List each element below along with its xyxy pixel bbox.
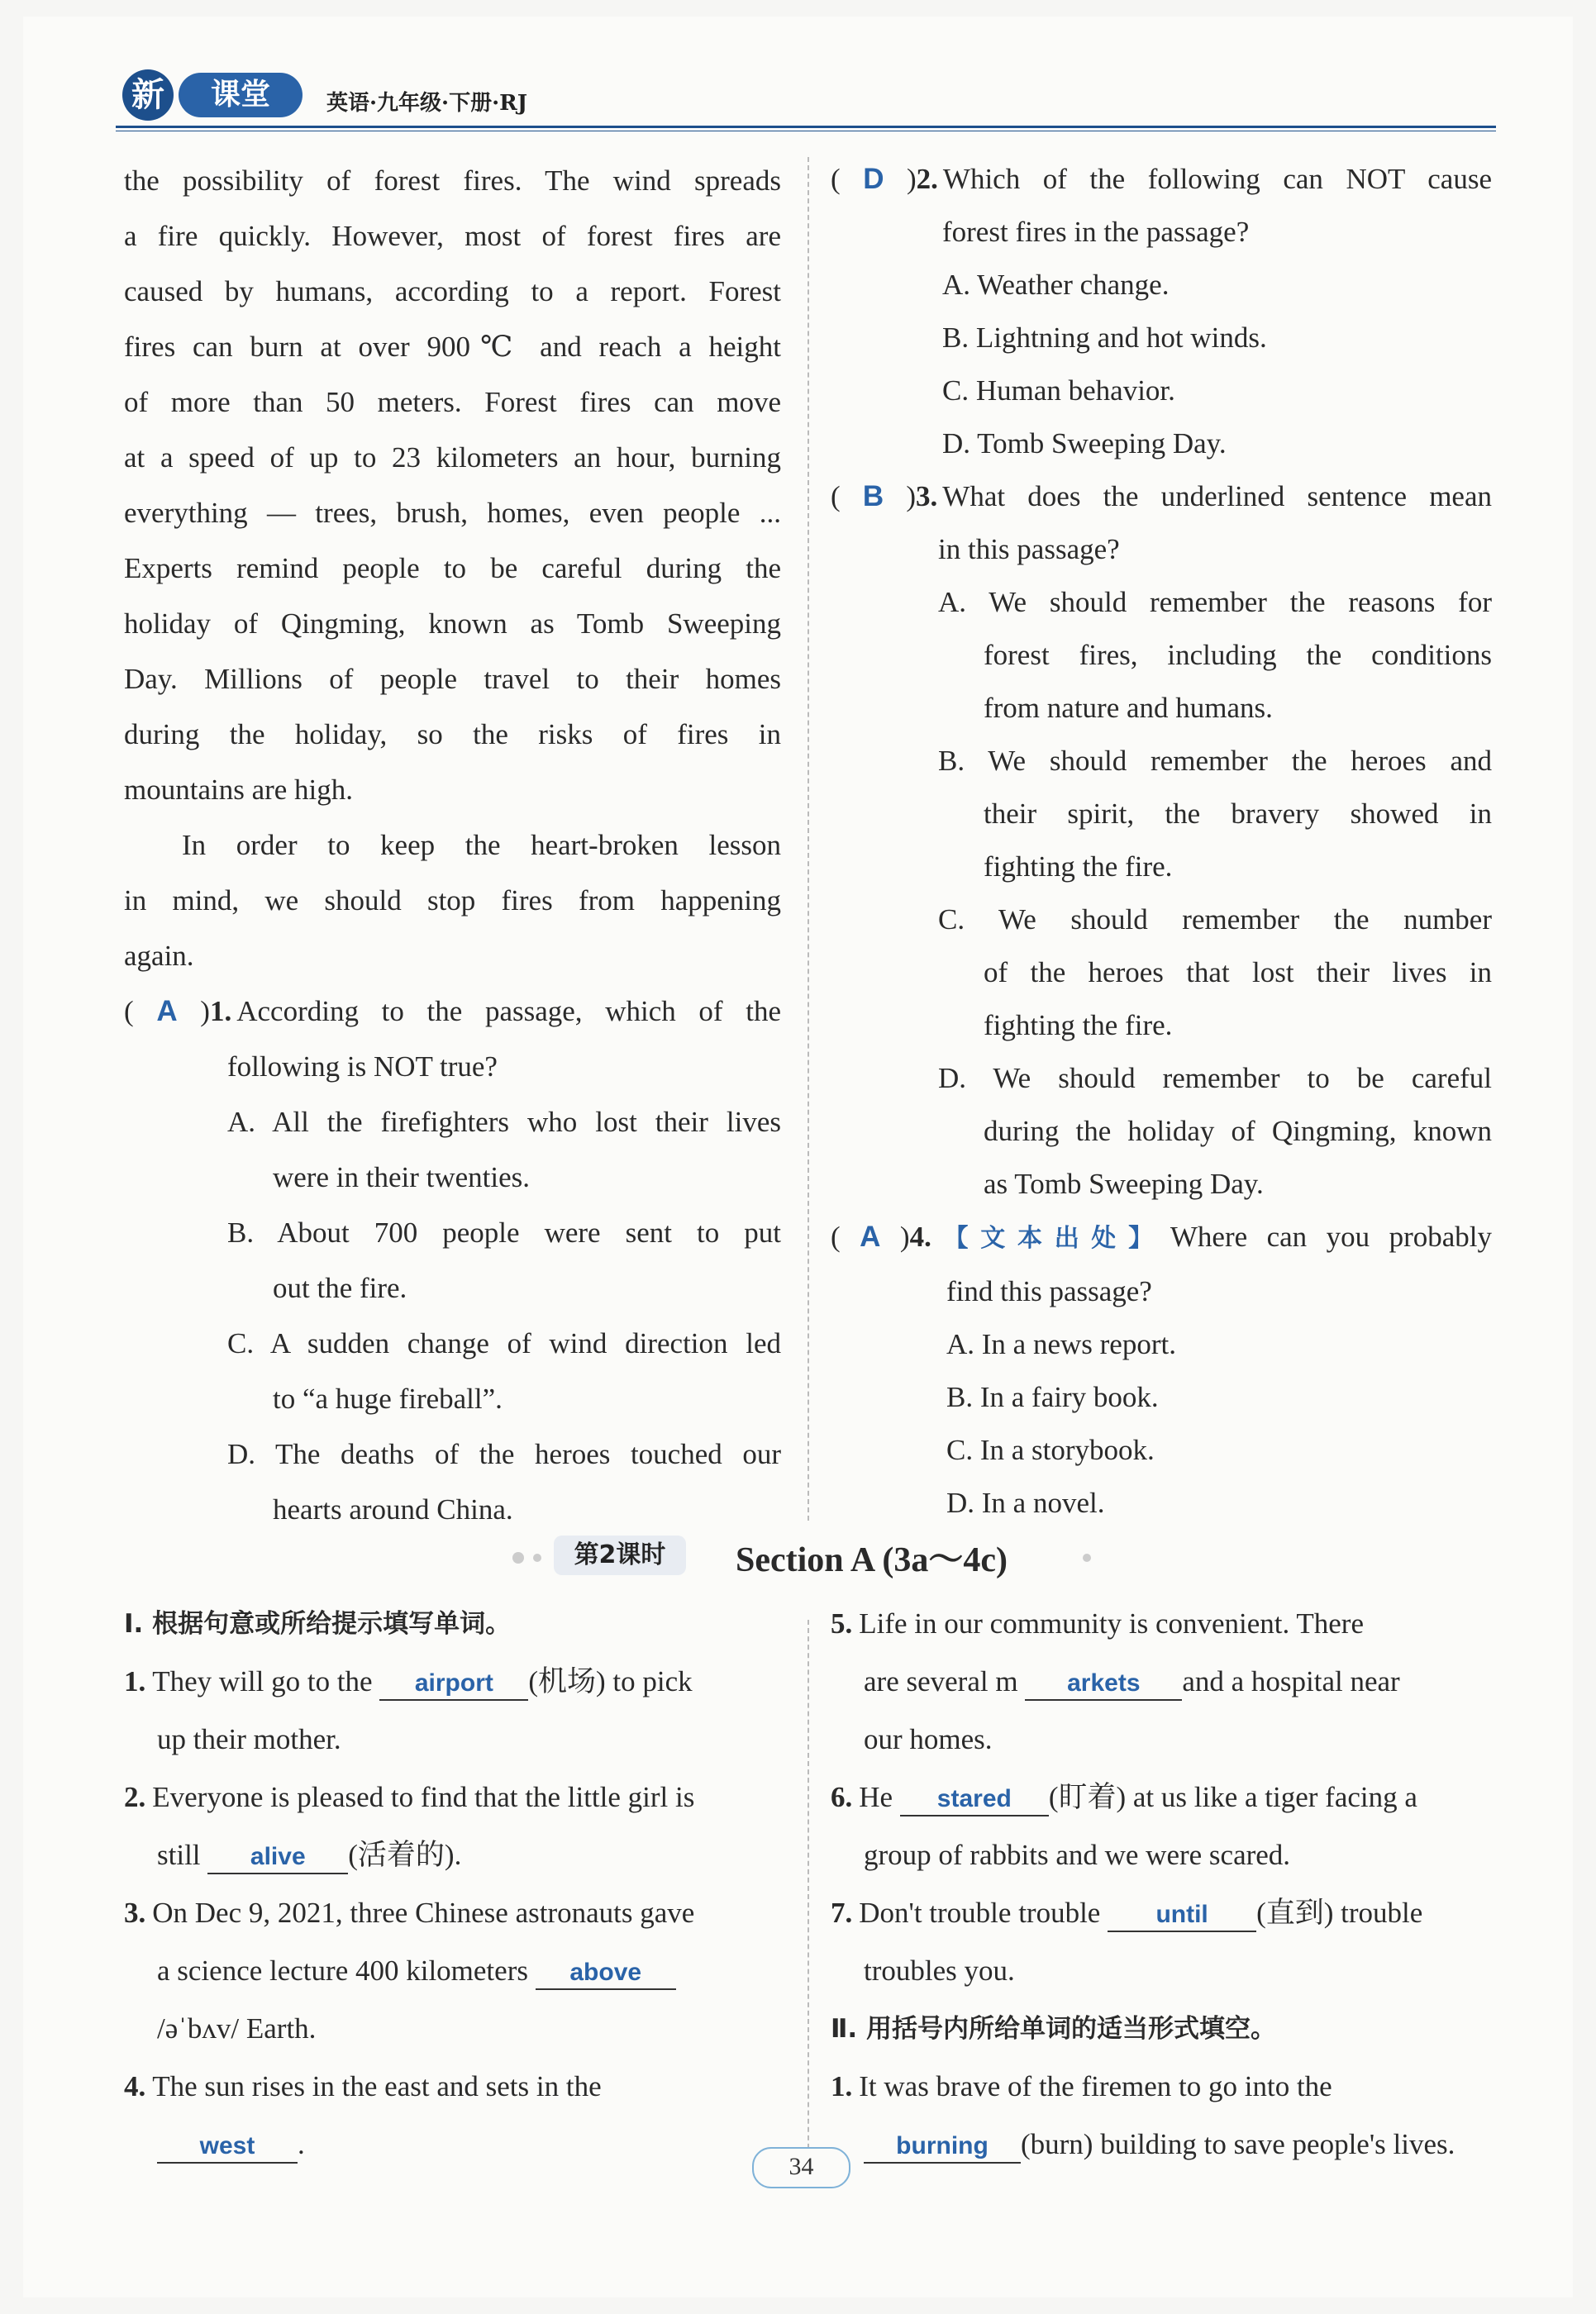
item-text: and a hospital near: [1182, 1665, 1400, 1697]
option-line: B. About 700 people were sent to put: [227, 1217, 781, 1249]
filled-answer: west: [199, 2132, 255, 2159]
section-title: Section A (3a～4c): [736, 1541, 1008, 1579]
question-stem: What does the underlined sentence mean: [942, 480, 1492, 512]
option-line: B. We should remember the heroes and: [938, 745, 1492, 777]
item-line: [124, 2116, 781, 2174]
answer-blank: [1025, 1666, 1182, 1701]
item-text: Don't trouble trouble: [859, 1897, 1101, 1929]
passage-line: caused by humans, according to a report. Forest: [124, 275, 781, 307]
lesson-badge: 第2课时: [554, 1536, 686, 1575]
item-number: 6.: [831, 1781, 853, 1813]
passage-column: [124, 153, 781, 1537]
filled-answer: alive: [250, 1843, 306, 1870]
answer-blank: [157, 2129, 298, 2164]
item-text: Life in our community is convenient. There: [859, 1607, 1364, 1640]
option-line: fighting the fire.: [984, 850, 1173, 883]
answer-bracket-close: ): [884, 480, 917, 512]
option-line: during the holiday of Qingming, known: [984, 1115, 1492, 1147]
passage-line: again.: [124, 940, 194, 972]
decor-dot: [512, 1552, 524, 1564]
question-stem-line: [831, 470, 1492, 523]
answer-blank: [379, 1666, 528, 1701]
item-text: Everyone is pleased to find that the little girl is: [152, 1781, 695, 1813]
header-rule: [116, 126, 1496, 128]
option-line: D. We should remember to be careful: [938, 1062, 1492, 1094]
option-line: B. Lightning and hot winds.: [942, 321, 1267, 354]
answer-letter: A: [156, 995, 178, 1027]
question-4: [831, 1211, 1492, 1530]
option-line: B. In a fairy book.: [946, 1381, 1159, 1413]
passage-text: [124, 153, 781, 817]
passage-paragraph-2: [124, 817, 781, 983]
option-line: to “a huge fireball”.: [273, 1383, 503, 1415]
answer-letter: A: [860, 1221, 881, 1253]
exercise-right: [831, 1595, 1492, 2174]
item-line: [124, 1826, 781, 1884]
item-text: .: [298, 2128, 305, 2160]
option-line: A. Weather change.: [942, 269, 1170, 301]
option-line: A. We should remember the reasons for: [938, 586, 1492, 618]
passage-line: Day. Millions of people travel to their homes: [124, 663, 781, 695]
question-stem-line: find this passage?: [946, 1275, 1152, 1307]
passage-line: mountains are high.: [124, 774, 354, 806]
filled-answer: arkets: [1067, 1669, 1141, 1697]
item-number: 2.: [124, 1781, 146, 1813]
filled-answer: stared: [936, 1785, 1012, 1812]
question-stem-line: [831, 1211, 1492, 1265]
item-line: [124, 1653, 781, 1711]
item-text: He: [859, 1781, 893, 1813]
option-line: as Tomb Sweeping Day.: [984, 1168, 1264, 1200]
passage-line: In order to keep the heart-broken lesson: [182, 829, 781, 861]
item-text: (盯着) at us like a tiger facing a: [1048, 1781, 1417, 1813]
exercise-left: [124, 1595, 781, 2174]
part2-items: [831, 2058, 1492, 2174]
question-stem: Where can you probably: [1170, 1221, 1493, 1253]
question-stem: Which of the following can NOT cause: [942, 163, 1492, 195]
question-stem: According to the passage, which of the: [236, 995, 782, 1027]
answer-bracket-open: (: [831, 1221, 860, 1253]
item-line: [831, 2058, 1492, 2116]
answer-bracket-open: (: [831, 163, 864, 195]
logo-text: 课堂: [179, 73, 303, 117]
question-stem-line: in this passage?: [938, 533, 1120, 565]
answer-letter: B: [862, 480, 884, 512]
answer-blank: [536, 1955, 676, 1990]
passage-line: everything — trees, brush, homes, even people ...: [124, 497, 781, 529]
option-line: D. The deaths of the heroes touched our: [227, 1438, 781, 1470]
question-stem-line: [831, 153, 1492, 206]
question-2: [831, 153, 1492, 470]
question-stem-line: following is NOT true?: [227, 1050, 498, 1083]
answer-blank: [207, 1840, 348, 1874]
question-stem-line: [124, 983, 781, 1039]
item-line: [124, 1769, 781, 1826]
option-line: A. All the firefighters who lost their lives: [227, 1106, 781, 1138]
item-number: 5.: [831, 1607, 853, 1640]
item-line: [831, 1884, 1492, 1942]
item-line: [831, 1769, 1492, 1826]
item-line: our homes.: [864, 1723, 993, 1755]
column-divider-lower: [808, 1620, 809, 2165]
option-line: D. In a novel.: [946, 1487, 1105, 1519]
passage-line: the possibility of forest fires. The wind spreads: [124, 164, 781, 197]
part1-items-right: [831, 1595, 1492, 2000]
filled-answer: burning: [896, 2132, 989, 2159]
question-number: 2.: [916, 163, 938, 195]
option-line: out the fire.: [273, 1272, 407, 1304]
answer-bracket-close: ): [884, 163, 917, 195]
answer-blank: [900, 1782, 1049, 1816]
item-line: /əˈbʌv/ Earth.: [157, 2012, 317, 2045]
question-number: 4.: [909, 1221, 931, 1253]
item-line: [124, 1942, 781, 2000]
part1-items-left: [124, 1653, 781, 2174]
passage-line: fires can burn at over 900℃ and reach a height: [124, 331, 781, 363]
question-number: 3.: [916, 480, 938, 512]
page-number: 34: [752, 2147, 850, 2188]
answer-bracket-open: (: [124, 995, 157, 1027]
passage-line: of more than 50 meters. Forest fires can move: [124, 386, 781, 418]
decor-dot: [533, 1554, 541, 1562]
question-stem-line: forest fires in the passage?: [942, 216, 1250, 248]
item-line: [124, 2058, 781, 2116]
section-bar: [496, 1527, 1099, 1585]
option-line: hearts around China.: [273, 1493, 513, 1526]
logo: [116, 64, 314, 126]
item-line: [124, 1884, 781, 1942]
option-line: A. In a news report.: [946, 1328, 1176, 1360]
answer-blank: [1108, 1897, 1256, 1932]
answer-bracket-close: ): [177, 995, 210, 1027]
passage-line: at a speed of up to 23 kilometers an hour, burning: [124, 441, 781, 474]
item-line: [831, 1595, 1492, 1653]
passage-line: holiday of Qingming, known as Tomb Sweeping: [124, 607, 781, 640]
item-text: The sun rises in the east and sets in the: [152, 2070, 602, 2102]
question-3: [831, 470, 1492, 1211]
question-number: 1.: [209, 995, 232, 1027]
item-text: (机场) to pick: [528, 1665, 693, 1697]
option-line: C. A sudden change of wind direction led: [227, 1327, 781, 1359]
filled-answer: above: [569, 1959, 642, 1986]
item-number: 7.: [831, 1897, 853, 1929]
option-line: were in their twenties.: [273, 1161, 531, 1193]
item-text: still: [157, 1839, 201, 1871]
item-text: (burn) building to save people's lives.: [1021, 2128, 1455, 2160]
option-line: of the heroes that lost their lives in: [984, 956, 1492, 988]
option-line: forest fires, including the conditions: [984, 639, 1492, 671]
decor-dot: [1083, 1554, 1091, 1562]
passage-line: Experts remind people to be careful during the: [124, 552, 781, 584]
column-divider: [808, 157, 809, 1521]
option-line: from nature and humans.: [984, 692, 1273, 724]
item-number: 3.: [124, 1897, 146, 1929]
option-line: their spirit, the bravery showed in: [984, 798, 1492, 830]
item-text: (直到) trouble: [1256, 1897, 1423, 1929]
item-number: 1.: [831, 2070, 853, 2102]
filled-answer: airport: [414, 1669, 493, 1697]
passage-line: during the holiday, so the risks of fires in: [124, 718, 781, 750]
option-line: C. We should remember the number: [938, 903, 1492, 936]
passage-line: in mind, we should stop fires from happening: [124, 884, 781, 917]
item-number: 1.: [124, 1665, 146, 1697]
page-header: [116, 64, 1496, 131]
item-line: [831, 1653, 1492, 1711]
questions-column: [831, 153, 1492, 1530]
part2-heading: Ⅱ. 用括号内所给单词的适当形式填空。: [831, 2014, 1276, 2044]
answer-blank: [864, 2129, 1021, 2164]
item-text: are several m: [864, 1665, 1018, 1697]
answer-bracket-open: (: [831, 480, 863, 512]
book-subtitle: 英语·九年级·下册·RJ: [326, 91, 528, 116]
item-text: a science lecture 400 kilometers: [157, 1955, 528, 1987]
answer-letter: D: [863, 163, 884, 195]
item-line: [831, 2116, 1492, 2174]
option-line: C. Human behavior.: [942, 374, 1175, 407]
filled-answer: until: [1155, 1901, 1208, 1928]
item-text: On Dec 9, 2021, three Chinese astronauts gave: [152, 1897, 695, 1929]
answer-bracket-close: ): [880, 1221, 910, 1253]
item-line: up their mother.: [157, 1723, 341, 1755]
logo-badge: 新: [122, 69, 174, 121]
item-line: group of rabbits and we were scared.: [864, 1839, 1291, 1871]
part1-heading: Ⅰ. 根据句意或所给提示填写单词。: [124, 1609, 512, 1639]
item-text: They will go to the: [152, 1665, 373, 1697]
item-text: It was brave of the firemen to go into the: [859, 2070, 1332, 2102]
item-line: troubles you.: [864, 1955, 1015, 1987]
item-text: (活着的).: [348, 1839, 462, 1871]
source-tag: 【文本出处】: [931, 1224, 1165, 1253]
option-line: fighting the fire.: [984, 1009, 1173, 1041]
option-line: C. In a storybook.: [946, 1434, 1155, 1466]
item-number: 4.: [124, 2070, 146, 2102]
option-line: D. Tomb Sweeping Day.: [942, 427, 1227, 459]
question-1: [124, 983, 781, 1537]
passage-line: a fire quickly. However, most of forest fires are: [124, 220, 781, 252]
